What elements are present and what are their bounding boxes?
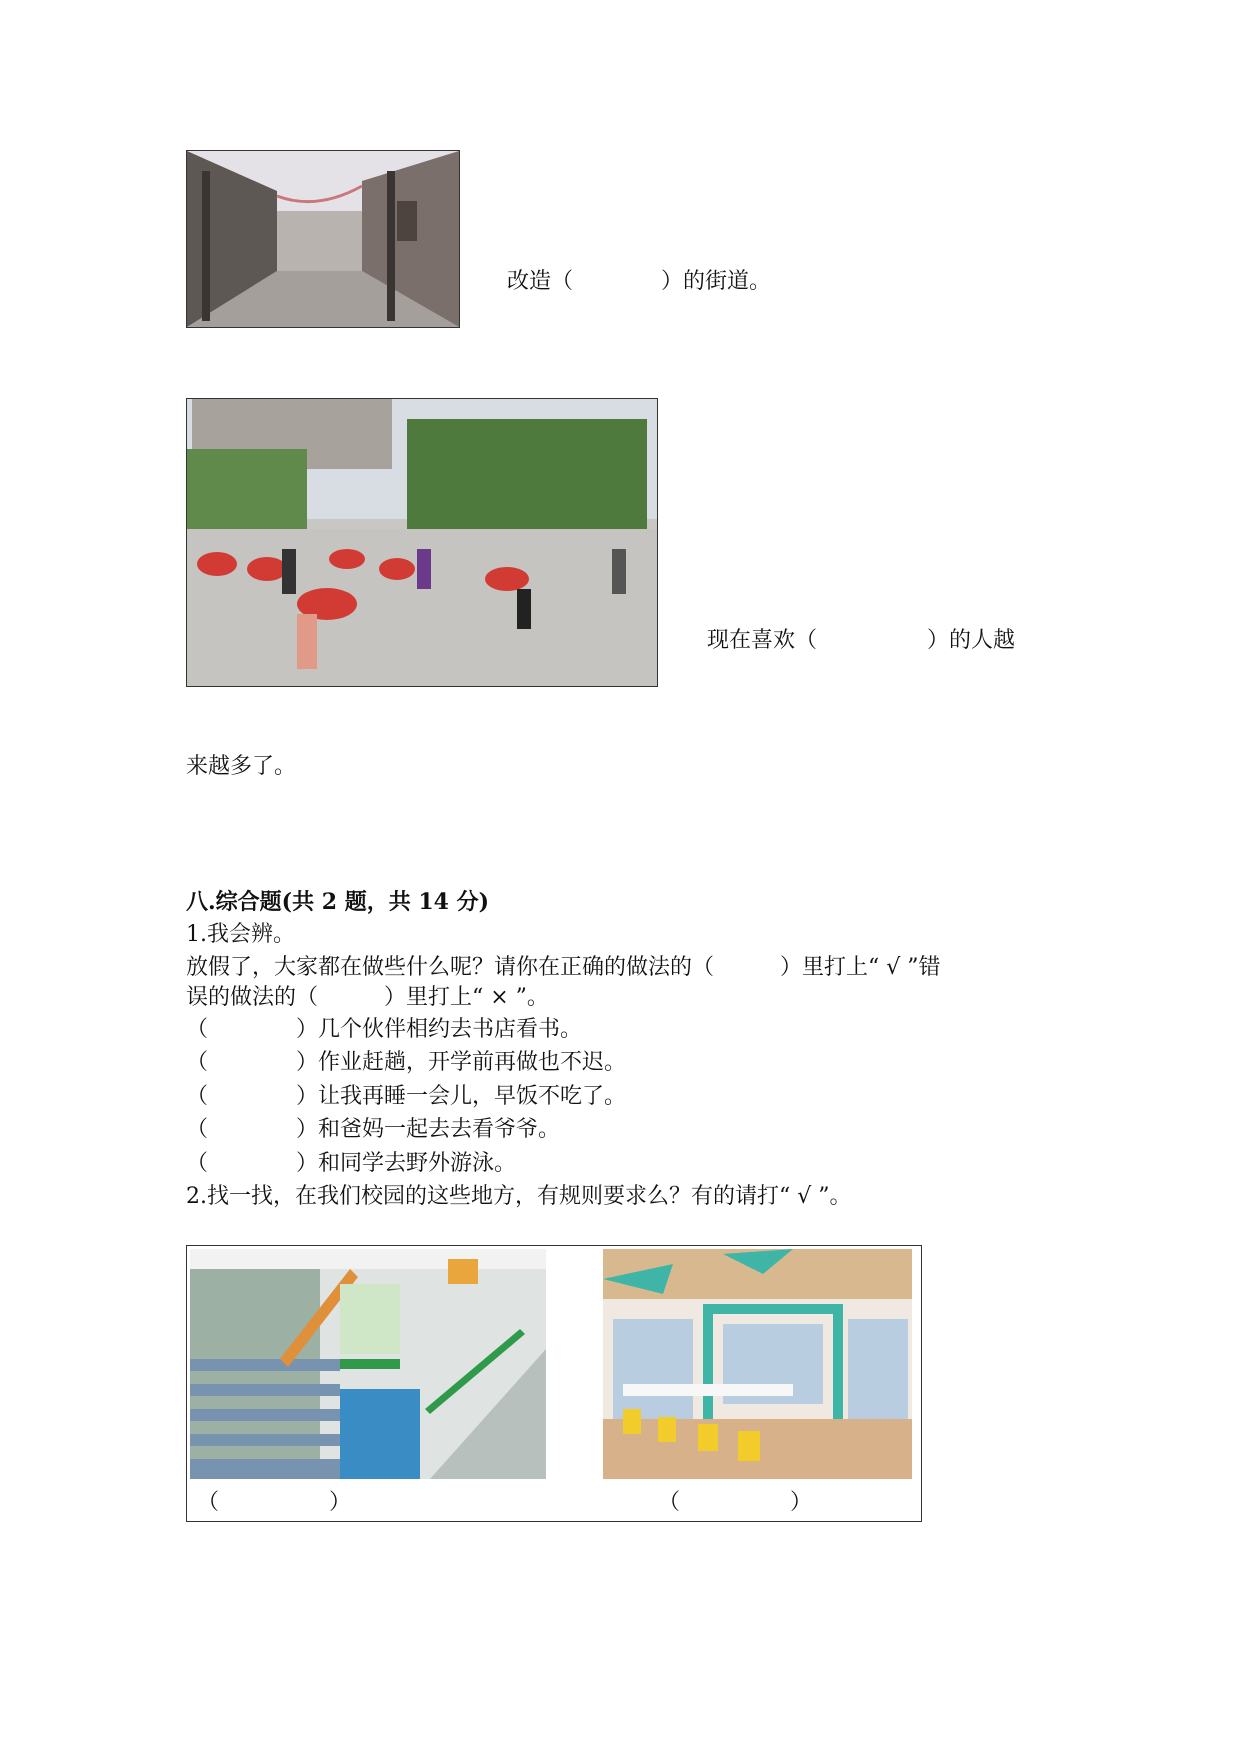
staircase-answer-blank: （ ）: [197, 1490, 352, 1515]
library-photo: [603, 1249, 912, 1479]
street-caption: 改造（ ）的街道。: [507, 269, 772, 294]
fan-dance-photo: [186, 398, 658, 687]
fan-dance-caption: 现在喜欢（ ）的人越: [707, 628, 1016, 653]
fan-dance-caption-continuation: 来越多了。: [186, 754, 297, 779]
q1-option: （ ）和爸妈一起去去看爷爷。: [186, 1117, 561, 1142]
q2-label: 2.找一找，在我们校园的这些地方，有规则要求么？有的请打“ √ ”。: [186, 1184, 852, 1209]
q1-option: （ ）和同学去野外游泳。: [186, 1151, 517, 1176]
library-answer-blank: （ ）: [658, 1490, 813, 1515]
q1-label: 1.我会辨。: [186, 922, 295, 947]
staircase-photo: [190, 1249, 546, 1479]
q1-instruction-line1: 放假了，大家都在做些什么呢？请你在正确的做法的（ ）里打上“ √ ”错: [186, 955, 941, 980]
street-photo: [186, 150, 460, 328]
q2-image-table: [186, 1245, 922, 1522]
section-title: 八.综合题(共 2 题，共 14 分): [186, 889, 490, 915]
q1-option: （ ）作业赶趟，开学前再做也不迟。: [186, 1050, 627, 1075]
q1-option: （ ）几个伙伴相约去书店看书。: [186, 1017, 583, 1042]
q1-option: （ ）让我再睡一会儿，早饭不吃了。: [186, 1084, 627, 1109]
q1-instruction-line2: 误的做法的（ ）里打上“ × ”。: [186, 985, 549, 1010]
